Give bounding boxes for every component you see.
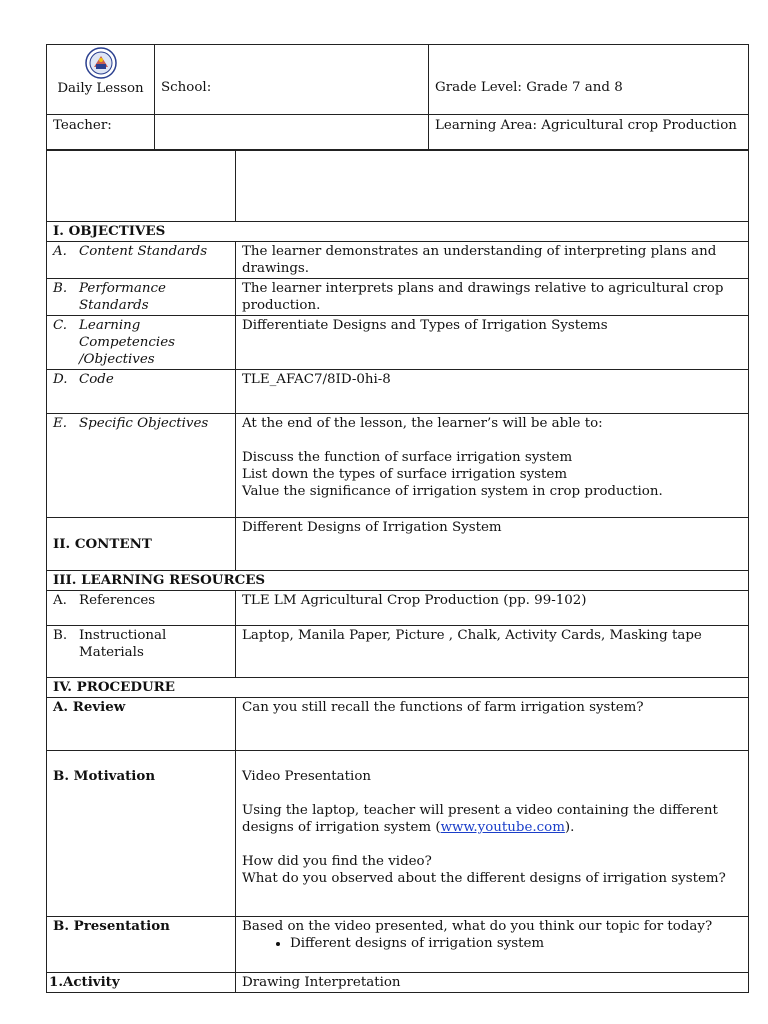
- grade-level-field: Grade Level: Grade 7 and 8: [429, 45, 749, 115]
- specific-objectives-text: At the end of the lesson, the learner’s will be able to: Discuss the function of surface irrigation system List down the types of surface irrigation system Value the significance of irrigation system in crop production.: [236, 414, 749, 518]
- lesson-body-table: [46, 150, 749, 993]
- presentation-label: B. Presentation: [47, 917, 236, 973]
- activity-text: Drawing Interpretation: [236, 973, 749, 993]
- activity-label: 1.Activity: [47, 973, 236, 993]
- content-standards-label: A. Content Standards: [47, 242, 236, 279]
- presentation-bullet: • Different designs of irrigation system: [290, 935, 742, 952]
- teacher-label: Teacher:: [47, 115, 155, 150]
- daily-lesson-label: Daily Lesson: [57, 81, 144, 96]
- blank-cell-right: [236, 151, 749, 222]
- logo-cell: [47, 45, 155, 115]
- learning-resources-heading: III. LEARNING RESOURCES: [47, 571, 749, 591]
- motivation-text: Video Presentation Using the laptop, teacher will present a video containing the different designs of irrigation system (www.youtube.com). How did you find the video? What do you observed about the different designs of irrigation system?: [236, 751, 749, 917]
- specific-objective-item: Value the significance of irrigation system in crop production.: [242, 484, 663, 499]
- instructional-materials-label: B. Instructional Materials: [47, 626, 236, 678]
- motivation-label: B. Motivation: [47, 751, 236, 917]
- objectives-heading: I. OBJECTIVES: [47, 222, 749, 242]
- review-label: A. Review: [47, 698, 236, 751]
- teacher-value: [155, 115, 429, 150]
- lesson-plan-document: [46, 44, 748, 993]
- specific-objectives-label: E. Specific Objectives: [47, 414, 236, 518]
- learning-competencies-label: C. Learning Competencies /Objectives: [47, 316, 236, 370]
- learning-area-field: Learning Area: Agricultural crop Production: [429, 115, 749, 150]
- youtube-link[interactable]: www.youtube.com: [440, 820, 565, 835]
- content-text: Different Designs of Irrigation System: [236, 518, 749, 571]
- code-text: TLE_AFAC7/8ID-0hi-8: [236, 370, 749, 414]
- performance-standards-label: B. Performance Standards: [47, 279, 236, 316]
- instructional-materials-text: Laptop, Manila Paper, Picture , Chalk, Activity Cards, Masking tape: [236, 626, 749, 678]
- code-label: D. Code: [47, 370, 236, 414]
- performance-standards-text: The learner interprets plans and drawings relative to agricultural crop production.: [236, 279, 749, 316]
- references-text: TLE LM Agricultural Crop Production (pp. 99-102): [236, 591, 749, 626]
- review-text: Can you still recall the functions of farm irrigation system?: [236, 698, 749, 751]
- header-table: [46, 44, 749, 150]
- specific-objective-item: Discuss the function of surface irrigation system: [242, 450, 573, 465]
- procedure-heading: IV. PROCEDURE: [47, 678, 749, 698]
- content-heading: II. CONTENT: [47, 518, 236, 571]
- presentation-text: Based on the video presented, what do you think our topic for today? • Different designs of irrigation system: [236, 917, 749, 973]
- content-standards-text: The learner demonstrates an understanding of interpreting plans and drawings.: [236, 242, 749, 279]
- learning-competencies-text: Differentiate Designs and Types of Irrigation Systems: [236, 316, 749, 370]
- blank-cell-left: [47, 151, 236, 222]
- deped-seal-icon: [85, 47, 117, 79]
- school-field: School:: [155, 45, 429, 115]
- references-label: A. References: [47, 591, 236, 626]
- specific-objective-item: List down the types of surface irrigation system: [242, 467, 568, 482]
